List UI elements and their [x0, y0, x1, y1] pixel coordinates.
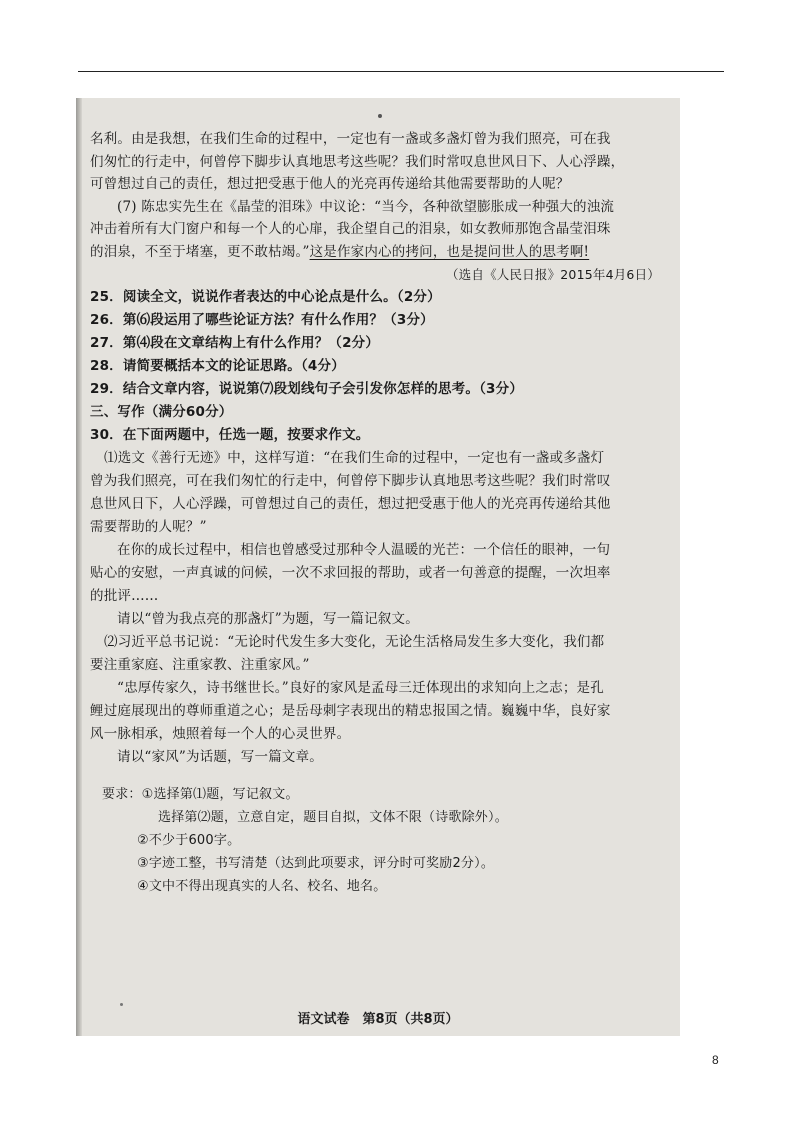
option2-prompt: 请以“家风”为话题，写一篇文章。 [117, 749, 324, 766]
passage-line: 们匆忙的行走中，何曾停下脚步认真地思考这些呢？我们时常叹息世风日下、人心浮躁， [90, 153, 625, 170]
option1-line: 息世风日下，人心浮躁，可曾想过自己的责任，想过把受惠于他人的光亮再传递给其他 [90, 496, 611, 513]
underlined-sentence: 这是作家内心的拷问，也是提问世人的思考啊! [309, 243, 590, 260]
scanned-exam-page [76, 98, 680, 1036]
question-26: 26．第⑹段运用了哪些论证方法？有什么作用？（3分） [90, 312, 434, 329]
section-heading: 三、写作（满分60分） [90, 404, 233, 421]
option2-line: “忠厚传家久，诗书继世长。”良好的家风是孟母三迁体现出的求知向上之志；是孔 [117, 680, 604, 697]
passage-text: 的泪泉，不至于堵塞，更不敢枯竭。” [90, 243, 310, 260]
passage-line: 名利。由是我想，在我们生命的过程中，一定也有一盏或多盏灯曾为我们照亮，可在我 [90, 131, 611, 147]
passage-line: 可曾想过自己的责任，想过把受惠于他人的光亮再传递给其他需要帮助的人呢？ [90, 176, 570, 193]
requirement-line: 要求：①选择第⑴题，写记叙文。 [102, 787, 299, 803]
question-25: 25．阅读全文，说说作者表达的中心论点是什么。（2分） [90, 289, 441, 306]
page-number: 8 [712, 1053, 719, 1067]
option2-line: 鲤过庭展现出的尊师重道之心；是岳母刺字表现出的精忠报国之情。巍巍中华，良好家 [90, 703, 611, 720]
passage-source: （选自《人民日报》2015年4月6日） [445, 266, 660, 282]
option1-line: 曾为我们照亮，可在我们匆忙的行走中，何曾停下脚步认真地思考这些呢？我们时常叹 [90, 473, 611, 490]
option2-line: ⑵习近平总书记说：“无论时代发生多大变化，无论生活格局发生多大变化，我们都 [104, 634, 605, 651]
page-text [90, 128, 668, 898]
passage-line: 冲击着所有大门窗户和每一个人的心扉，我企望自己的泪泉，如女教师那饱含晶莹泪珠 [90, 221, 611, 238]
option2-line: 要注重家庭、注重家教、注重家风。” [90, 657, 310, 674]
option1-line: 贴心的安慰，一声真诚的问候，一次不求回报的帮助，或者一句善意的提醒，一次坦率 [90, 565, 611, 582]
question-30: 30．在下面两题中，任选一题，按要求作文。 [90, 427, 370, 444]
question-28: 28．请简要概括本文的论证思路。（4分） [90, 358, 345, 375]
option1-line: 的批评…… [90, 588, 159, 605]
passage-line: (7) 陈忠实先生在《晶莹的泪珠》中议论：“当今，各种欲望膨胀成一种强大的浊流 [117, 198, 615, 215]
requirement-line: 选择第⑵题，立意自定，题目自拟，文体不限（诗歌除外）。 [158, 810, 508, 826]
page-footer: 语文试卷 第8页（共8页） [297, 1012, 459, 1027]
question-27: 27．第⑷段在文章结构上有什么作用？（2分） [90, 335, 380, 352]
requirement-line: ②不少于600字。 [137, 833, 241, 849]
requirement-line: ③字迹工整，书写清楚（达到此项要求，评分时可奖励2分）。 [137, 856, 495, 872]
header-rule [78, 71, 724, 72]
option1-line: ⑴选文《善行无迹》中，这样写道：“在我们生命的过程中，一定也有一盏或多盏灯 [104, 450, 605, 467]
passage-line-last [90, 241, 668, 264]
option2-line: 风一脉相承，烛照着每一个人的心灵世界。 [90, 726, 351, 743]
scan-speck [378, 114, 382, 118]
option1-prompt: 请以“曾为我点亮的那盏灯”为题，写一篇记叙文。 [117, 611, 419, 628]
option1-line: 需要帮助的人呢？” [90, 519, 207, 536]
scan-speck [120, 1003, 123, 1006]
option1-line: 在你的成长过程中，相信也曾感受过那种令人温暖的光芒：一个信任的眼神，一句 [117, 542, 611, 559]
requirement-line: ④文中不得出现真实的人名、校名、地名。 [137, 879, 387, 895]
question-29: 29．结合文章内容，说说第⑺段划线句子会引发你怎样的思考。（3分） [90, 381, 524, 398]
